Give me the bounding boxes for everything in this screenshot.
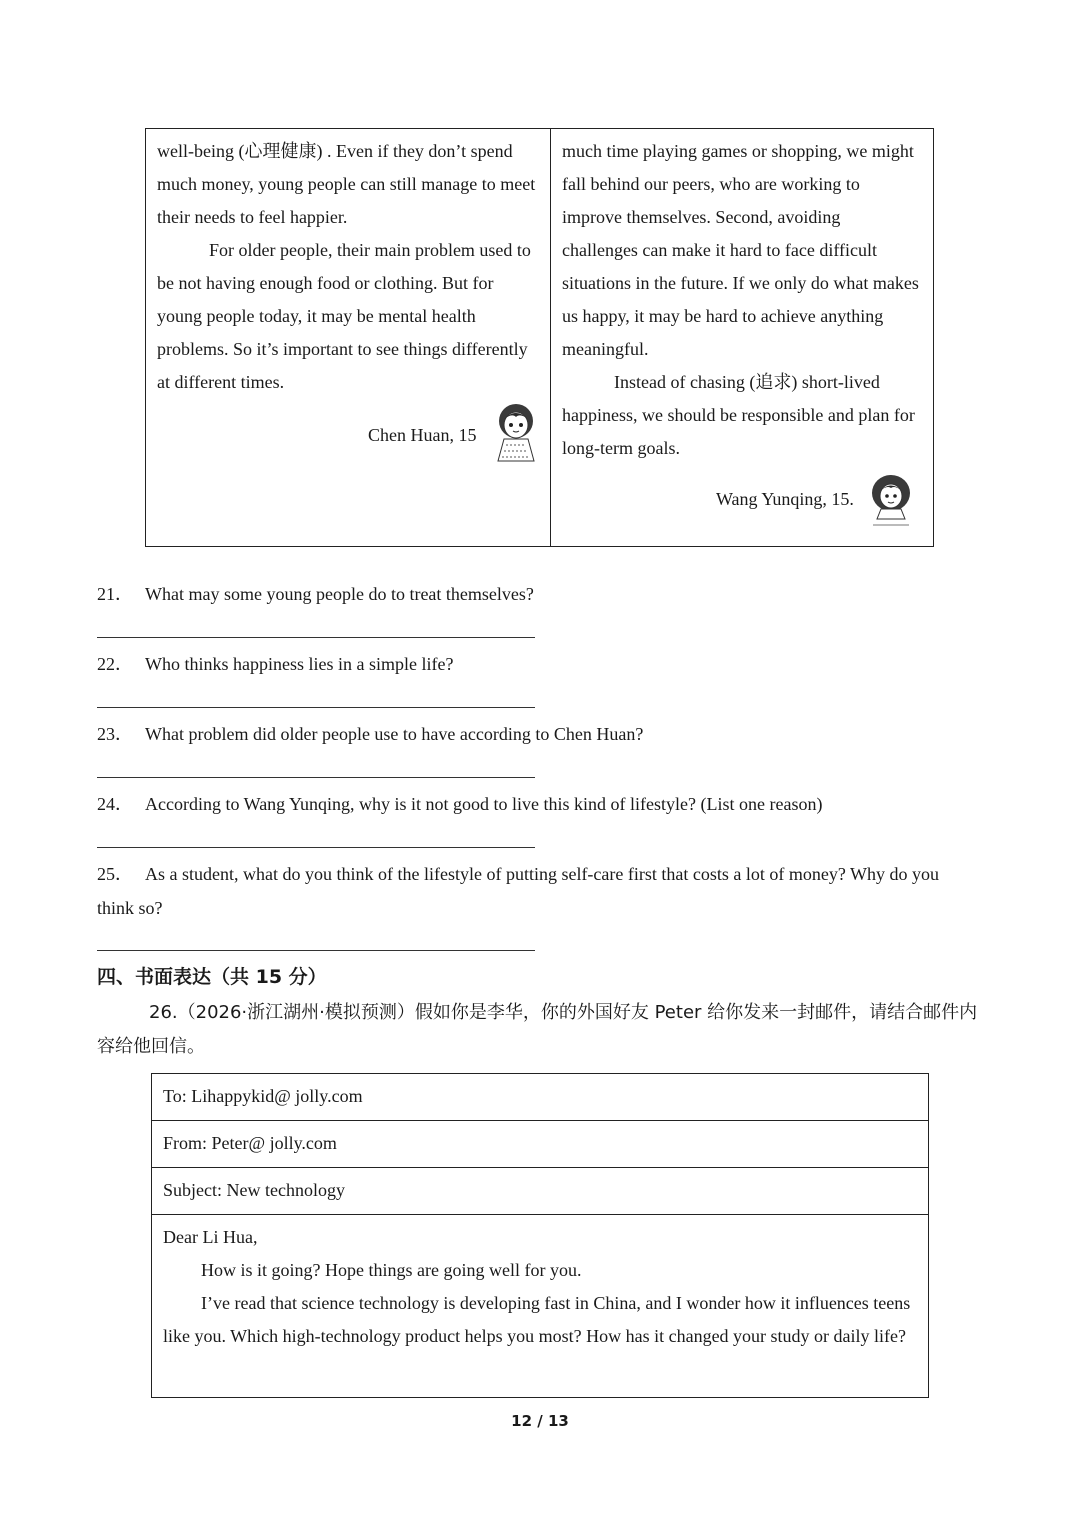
email-line: How is it going? Hope things are going well for you.: [201, 1260, 582, 1280]
signature-wang-yunqing: Wang Yunqing, 15.: [715, 489, 854, 509]
question-text: Who thinks happiness lies in a simple life?: [145, 654, 454, 674]
question-21: [97, 577, 977, 611]
question-number: 21．: [97, 584, 133, 604]
email-body: [152, 1215, 928, 1359]
answer-line-23[interactable]: [97, 777, 535, 778]
answer-line-25[interactable]: [97, 950, 535, 951]
page-number: 12 / 13: [511, 1412, 569, 1430]
section-heading: 四、书面表达（共 15 分）: [97, 966, 327, 988]
question-number: 23．: [97, 724, 133, 744]
passage-column-wang-yunqing: [551, 129, 933, 546]
answer-line-22[interactable]: [97, 707, 535, 708]
question-text: According to Wang Yunqing, why is it not good to live this kind of lifestyle? (List one reason): [145, 794, 823, 814]
answer-line-24[interactable]: [97, 847, 535, 848]
signature-chen-huan: Chen Huan, 15: [368, 425, 477, 445]
question-25: [97, 857, 977, 925]
girl-avatar-icon: [490, 399, 542, 463]
question-23: [97, 717, 977, 751]
passage-table: [145, 128, 934, 547]
passage-paragraph: Instead of chasing (追求) short-lived happiness, we should be responsible and plan for long-term goals.: [561, 372, 915, 458]
email-table: [151, 1073, 929, 1398]
email-to-row: To: Lihappykid@ jolly.com: [152, 1074, 928, 1121]
question-24: [97, 787, 977, 821]
passage-paragraph: well-being (心理健康) . Even if they don’t spend much money, young people can still manage to meet their needs to feel happier.: [157, 141, 536, 227]
question-text: What may some young people do to treat themselves?: [145, 584, 534, 604]
question-text: What problem did older people use to have according to Chen Huan?: [145, 724, 644, 744]
email-subject-row: Subject: New technology: [152, 1168, 928, 1215]
question-number: 22．: [97, 654, 133, 674]
question-text: As a student, what do you think of the lifestyle of putting self-care first that costs a lot of money? Why do you think so?: [97, 864, 940, 918]
email-line: I’ve read that science technology is developing fast in China, and I wonder how it influences teens like you. Which high-technology product helps you most? How has it changed your study or daily life?: [163, 1293, 911, 1346]
email-from-row: From: Peter@ jolly.com: [152, 1121, 928, 1168]
question-number: 24．: [97, 794, 133, 814]
passage-paragraph: For older people, their main problem used to be not having enough food or clothing. But for young people today, it may be mental health problems. So it’s important to see things differently at different times.: [157, 240, 531, 392]
writing-task-prompt: [97, 996, 987, 1064]
answer-line-21[interactable]: [97, 637, 535, 638]
passage-paragraph: much time playing games or shopping, we might fall behind our peers, who are working to improve themselves. Second, avoiding challenges can make it hard to face difficult situations in the future. If we only do what makes us happy, it may be hard to achieve anything meaningful.: [561, 141, 919, 359]
email-greeting: Dear Li Hua,: [163, 1227, 258, 1247]
question-number: 25．: [97, 864, 133, 884]
passage-column-chen-huan: [146, 129, 551, 546]
question-22: [97, 647, 977, 681]
task-text: 26.（2026·浙江湖州·模拟预测）假如你是李华，你的外国好友 Peter 给你发来一封邮件，请结合邮件内容给他回信。: [97, 1002, 978, 1057]
girl-avatar-icon: [869, 471, 913, 527]
